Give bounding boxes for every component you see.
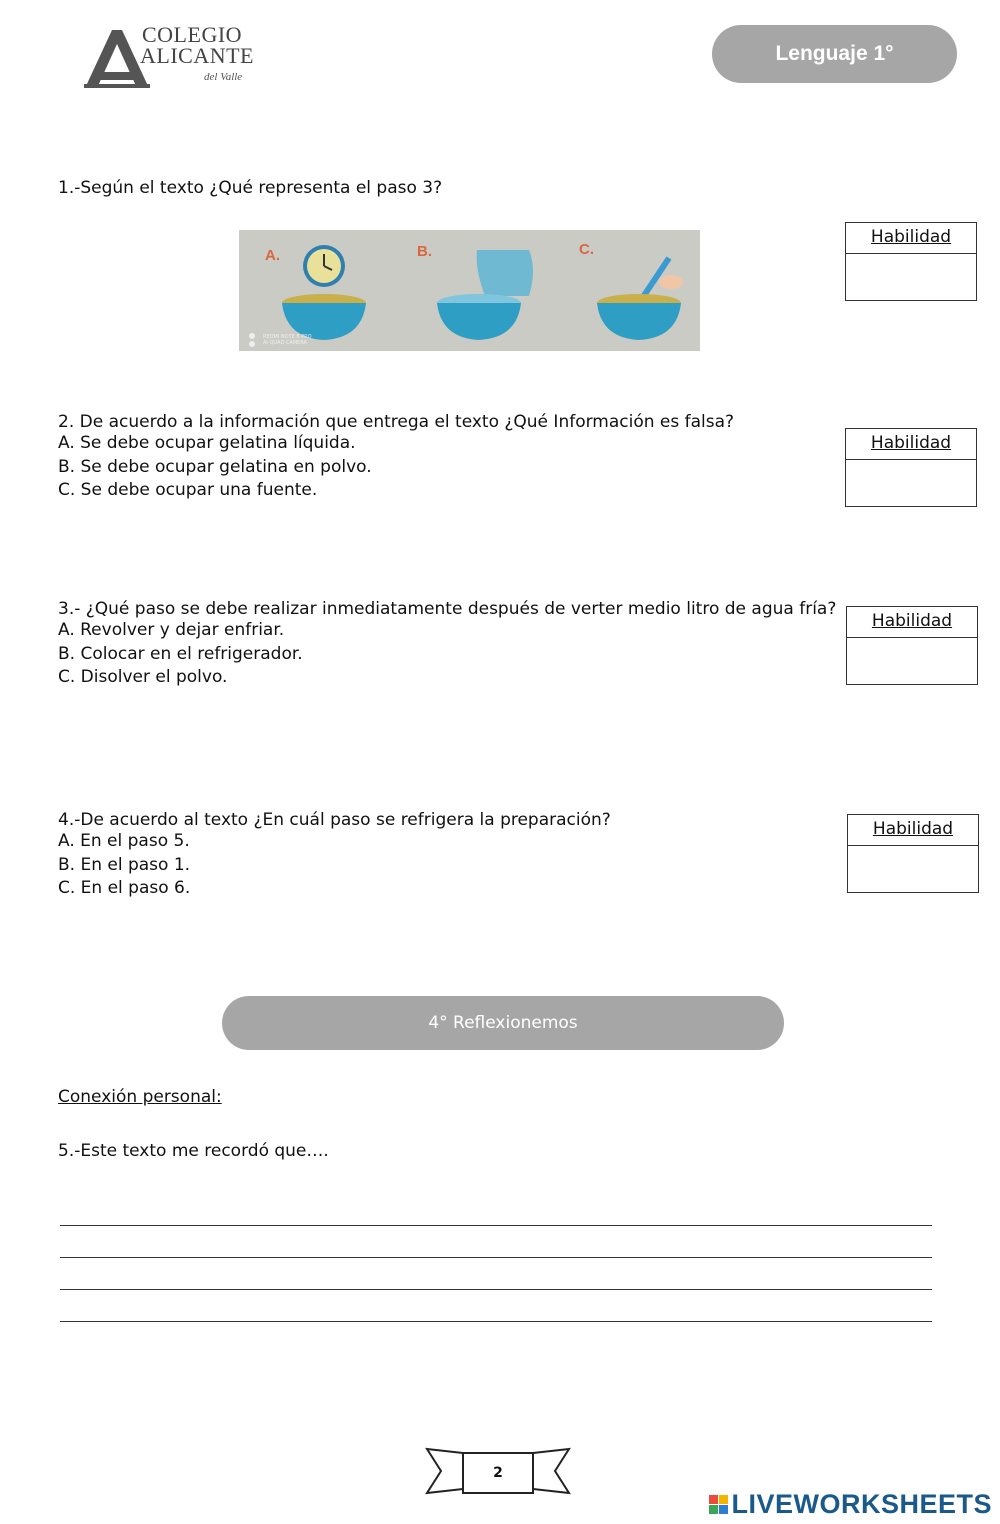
- school-name-line3: del Valle: [204, 71, 243, 83]
- skill-box-4: [847, 814, 979, 893]
- figure-label-b: B.: [417, 243, 432, 260]
- question-3-option-a[interactable]: A. Revolver y dejar enfriar.: [58, 620, 285, 640]
- reflection-heading: Conexión personal:: [58, 1087, 222, 1107]
- question-4-option-c[interactable]: C. En el paso 6.: [58, 878, 191, 898]
- question-3-option-b[interactable]: B. Colocar en el refrigerador.: [58, 643, 303, 664]
- question-3-option-c[interactable]: C. Disolver el polvo.: [58, 667, 228, 687]
- answer-line-4[interactable]: [60, 1321, 932, 1322]
- question-1-title: 1.-Según el texto ¿Qué representa el paso 3?: [58, 178, 443, 198]
- answer-line-3[interactable]: [60, 1289, 932, 1290]
- question-2: [58, 412, 734, 503]
- question-4: [58, 810, 611, 901]
- skill-label-4: Habilidad: [848, 815, 978, 846]
- figure-label-a: A.: [265, 247, 280, 264]
- reflection-prompt: 5.-Este texto me recordó que….: [58, 1141, 329, 1161]
- page-number: 2: [493, 1465, 503, 1481]
- question-3: [58, 599, 836, 690]
- liveworksheets-watermark: [709, 1489, 992, 1520]
- question-2-option-a[interactable]: A. Se debe ocupar gelatina líquida.: [58, 433, 356, 453]
- question-4-option-b[interactable]: B. En el paso 1.: [58, 854, 191, 875]
- subject-badge: Lenguaje 1°: [712, 25, 957, 83]
- skill-box-1: [845, 222, 977, 301]
- skill-answer-3[interactable]: [847, 638, 977, 684]
- question-2-title: 2. De acuerdo a la información que entrega el texto ¿Qué Información es falsa?: [58, 412, 735, 432]
- question-2-option-c[interactable]: C. Se debe ocupar una fuente.: [58, 480, 318, 500]
- skill-box-3: [846, 606, 978, 685]
- skill-label-3: Habilidad: [847, 607, 977, 638]
- figure-label-c: C.: [579, 241, 594, 258]
- liveworksheets-logo-icon: [709, 1495, 728, 1514]
- skill-answer-4[interactable]: [848, 846, 978, 892]
- liveworksheets-text: LIVEWORKSHEETS: [731, 1489, 992, 1519]
- skill-label-1: Habilidad: [846, 223, 976, 254]
- skill-box-2: [845, 428, 977, 507]
- answer-line-2[interactable]: [60, 1257, 932, 1258]
- question-1-figure: [239, 230, 700, 351]
- question-4-option-a[interactable]: A. En el paso 5.: [58, 831, 190, 851]
- section-title: 4° Reflexionemos: [222, 996, 784, 1050]
- skill-answer-2[interactable]: [846, 460, 976, 506]
- answer-line-1[interactable]: [60, 1225, 932, 1226]
- page-number-ribbon: [425, 1445, 571, 1497]
- skill-answer-1[interactable]: [846, 254, 976, 300]
- school-name-line1: COLEGIO: [142, 22, 243, 47]
- question-4-title: 4.-De acuerdo al texto ¿En cuál paso se refrigera la preparación?: [58, 810, 611, 830]
- school-logo: [80, 22, 270, 92]
- question-3-title: 3.- ¿Qué paso se debe realizar inmediatamente después de verter medio litro de agua fría?: [58, 599, 837, 619]
- figure-caption-1: REDMI NOTE 8 PRO: [263, 334, 312, 340]
- question-2-option-b[interactable]: B. Se debe ocupar gelatina en polvo.: [58, 456, 372, 477]
- school-name-line2: ALICANTE: [140, 43, 254, 68]
- skill-label-2: Habilidad: [846, 429, 976, 460]
- figure-caption-2: AI QUAD CAMERA: [263, 340, 308, 346]
